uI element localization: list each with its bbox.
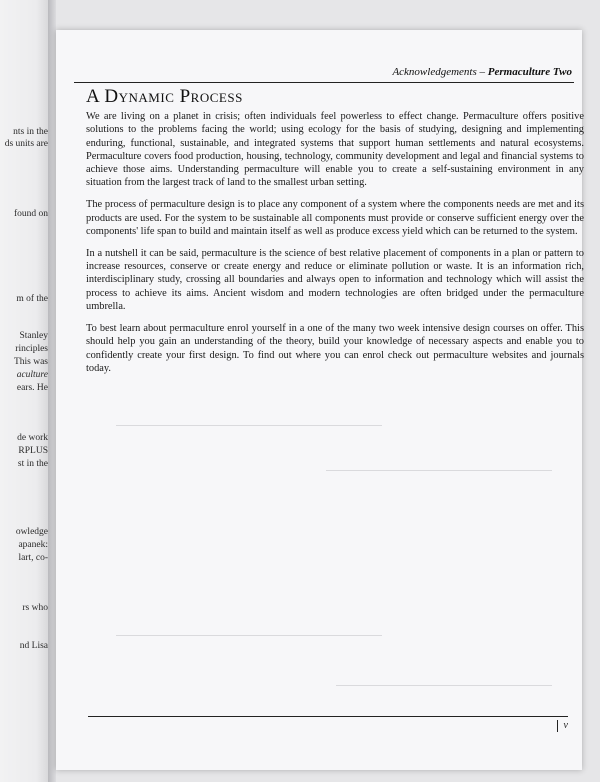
- left-page-text: aculture: [16, 370, 48, 380]
- show-through-rule: [336, 685, 552, 686]
- show-through-rule: [116, 635, 382, 636]
- left-page-text: rinciples: [15, 344, 48, 354]
- show-through-rule: [326, 470, 552, 471]
- left-page-edge: [0, 0, 49, 782]
- left-page-text: ears. He: [16, 383, 48, 393]
- paragraph: In a nutshell it can be said, permaculture is the science of best relative placement of components in a plan or pattern to increase resources, conserve or create energy and reduce or eliminate pollution or waste. It is an information rich, interdisciplinary study, crossing all boundaries and always open to information and technology which will assist the process to achieve its aims. Ancient wisdom and modern technologies are often bridged under the permaculture umbrella.: [86, 247, 584, 313]
- left-page-text: apanek:: [18, 540, 48, 550]
- body-text: [86, 110, 584, 384]
- left-page-text: nts in the: [13, 127, 48, 137]
- paragraph: To best learn about permaculture enrol yourself in a one of the many two week intensive design courses on offer. This should help you gain an understanding of the theory, build your knowledge of necessary aspects and enable you to confidently create your first design. To find out where you can enrol check out permaculture websites and journals today.: [86, 322, 584, 374]
- running-head: [392, 66, 572, 78]
- section-title: A Dynamic Process: [86, 86, 243, 107]
- left-page-text: owledge: [15, 527, 48, 537]
- book-page: [56, 30, 582, 770]
- left-page-text: lart, co-: [18, 553, 48, 563]
- left-page-text: RPLUS: [18, 446, 48, 456]
- folio-divider: [557, 720, 558, 732]
- left-page-text: st in the: [17, 459, 48, 469]
- running-head-book-title: Permaculture Two: [487, 66, 572, 78]
- header-rule: [74, 82, 574, 83]
- book-gutter: [48, 0, 56, 782]
- show-through-rule: [116, 425, 382, 426]
- left-page-text: de work: [17, 433, 48, 443]
- paragraph: We are living on a planet in crisis; often individuals feel powerless to effect change. Permaculture offers positive solutions to the problems facing the world; using ecology for the basis of studying, designing and implementing enduring, functional, sustainable, and integrated systems that support human settlements and natural ecosystems. Permaculture covers food production, housing, technology, community development and legal and financial systems to achieve those aims. Understanding permaculture will enable you to create a self-sustaining environment in any situation from the largest track of land to the smallest urban setting.: [86, 111, 584, 189]
- left-page-text: nd Lisa: [19, 641, 48, 651]
- left-page-text: ds units are: [4, 139, 48, 149]
- paragraph: The process of permaculture design is to place any component of a system where the components needs are met and its products are used. For the system to be sustainable all components must provide or conserve sufficient energy over the components' life span to build and maintain itself as well as produce excess yield which can be returned to the system.: [86, 199, 584, 237]
- running-head-section: Acknowledgements –: [392, 66, 488, 78]
- footer-rule: [88, 716, 568, 717]
- left-page-text: This was: [13, 357, 48, 367]
- left-page-text: m of the: [16, 294, 48, 304]
- left-page-text: rs who: [22, 603, 48, 613]
- left-page-text: Stanley: [19, 331, 48, 341]
- left-page-text: found on: [13, 209, 48, 219]
- page-number: v: [563, 720, 568, 731]
